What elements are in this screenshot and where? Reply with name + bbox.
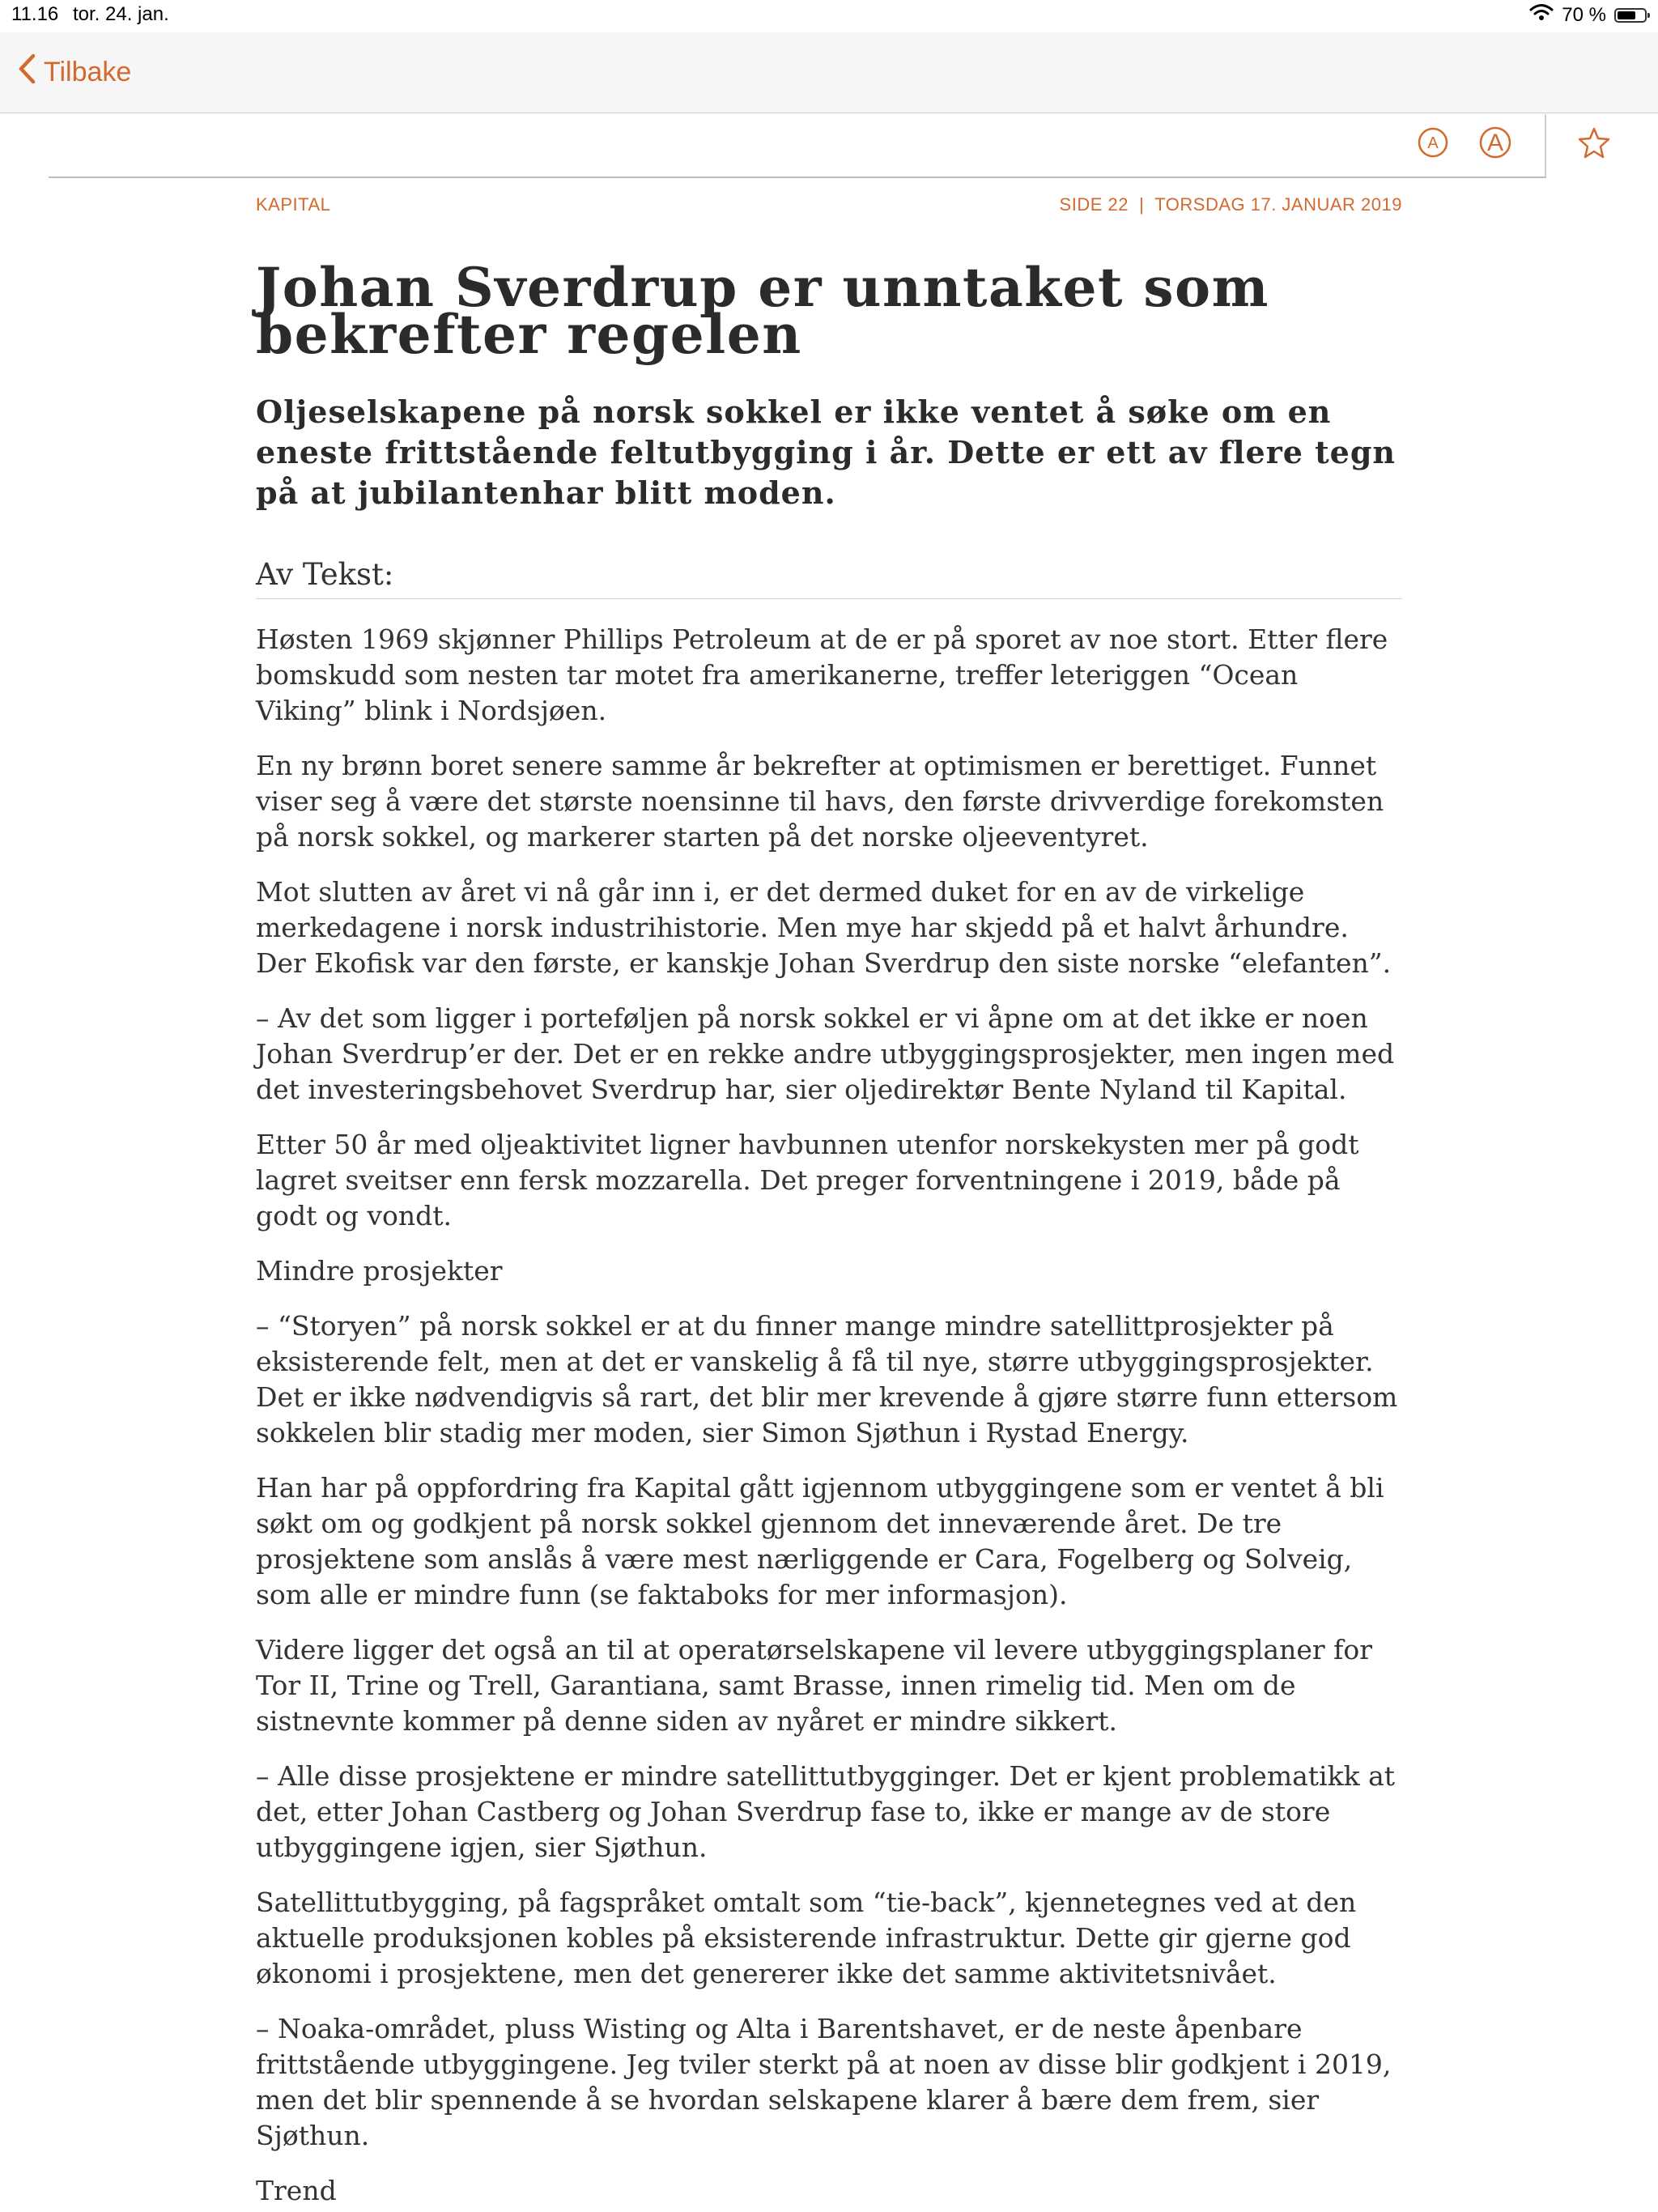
battery-fill (1618, 11, 1635, 19)
paragraph: – Alle disse prosjektene er mindre satellittutbygginger. Det er kjent problematikk at det, etter Johan Castberg og Johan Sverdrup fase to, ikke er mange av de store utbyggingene igjen, sier Sjøthun. (256, 1760, 1396, 1863)
text-smaller-icon (1416, 125, 1450, 160)
back-button[interactable] (18, 53, 131, 91)
paragraph: Satellittutbygging, på fagspråket omtalt som “tie-back”, kjennetegnes ved at den aktuelle produksjonen kobles på eksisterende infrastruktur. Dette gir gjerne god økonomi i prosjektene, men det genererer ikke det samme aktivitetsnivået. (256, 1887, 1357, 1989)
text-larger-icon (1478, 125, 1512, 160)
paragraph: Høsten 1969 skjønner Phillips Petroleum at de er på sporet av noe stort. Etter flere bomskudd som nesten tar motet fra amerikanerne, treffer leteriggen “Ocean Viking” blink i Nordsjøen. (256, 623, 1388, 726)
article-toolbar (0, 114, 1658, 179)
navigation-bar (0, 32, 1658, 113)
article-title: Johan Sverdrup er unntaket som bekrefter regelen (256, 256, 1269, 366)
paragraph: – Av det som ligger i porteføljen på norsk sokkel er vi åpne om at det ikke er noen Johan Sverdrup’er der. Det er en rekke andre utbyggingsprosjekter, men ingen med det investeringsbehovet Sverdrup har, sier oljedirektør Bente Nyland til Kapital. (256, 1002, 1395, 1105)
paragraph: Mot slutten av året vi nå går inn i, er det dermed duket for en av de virkelige merkedagene i norsk industrihistorie. Men mye har skjedd på et halvt århundre. Der Ekofisk var den første, er kanskje Johan Sverdrup den siste norske “elefanten”. (256, 876, 1392, 979)
text-larger-button[interactable] (1478, 125, 1512, 163)
paragraph: Han har på oppfordring fra Kapital gått igjennom utbyggingene som er ventet å bli søkt om og godkjent på norsk sokkel gjennom det inneværende året. De tre prosjektene som anslås å være mest nærliggende er Cara, Fogelberg og Solveig, som alle er mindre funn (se faktaboks for mer informasjon). (256, 1472, 1384, 1610)
toolbar-separator (1545, 114, 1546, 177)
article-byline: Av Tekst: (256, 557, 1402, 599)
article-lead: Oljeselskapene på norsk sokkel er ikke ventet å søke om en eneste frittstående feltutbygging i år. Dette er ett av flere tegn på at jubilantenhar blitt moden. (256, 393, 1397, 511)
text-smaller-button[interactable] (1416, 125, 1450, 163)
paragraph: Videre ligger det også an til at operatørselskapene vil levere utbyggingsplaner for Tor II, Trine og Trell, Garantiana, samt Brasse, innen rimelig tid. Men om de sistnevnte kommer på denne siden av nyåret er mindre sikkert. (256, 1634, 1372, 1737)
subheading: Trend (256, 2175, 337, 2206)
paragraph: – Noaka-området, pluss Wisting og Alta i Barentshavet, er de neste åpenbare frittstående utbyggingene. Jeg tviler sterkt på at noen av disse blir godkjent i 2019, men det blir spennende å se hvordan selskapene klarer å bære dem frem, sier Sjøthun. (256, 2013, 1392, 2151)
article (256, 186, 1402, 2209)
battery-icon (1614, 8, 1647, 23)
back-button-label: Tilbake (44, 57, 132, 87)
article-section: KAPITAL (256, 194, 331, 215)
paragraph: – “Storyen” på norsk sokkel er at du finner mange mindre satellittprosjekter på eksisterende felt, men at det er vanskelig å få til nye, større utbyggingsprosjekter. Det er ikke nødvendigvis så rart, det blir mer krevende å gjøre større funn ettersom sokkelen blir stadig mer moden, sier Simon Sjøthun i Rystad Energy. (256, 1310, 1398, 1448)
article-page-info: SIDE 22 | TORSDAG 17. JANUAR 2019 (1059, 194, 1402, 215)
wifi-icon (1529, 3, 1554, 27)
text-larger-glyph: A (1486, 130, 1504, 156)
article-body (256, 622, 1402, 2209)
chevron-left-icon (18, 53, 36, 91)
subheading: Mindre prosjekter (256, 1255, 503, 1287)
status-time: 11.16 (11, 3, 59, 25)
text-smaller-glyph: A (1427, 134, 1439, 152)
status-date: tor. 24. jan. (73, 3, 169, 25)
star-icon (1577, 125, 1611, 160)
article-meta (256, 194, 1402, 215)
status-right (1529, 3, 1647, 27)
toolbar-divider (49, 177, 1546, 178)
paragraph: Etter 50 år med oljeaktivitet ligner havbunnen utenfor norskekysten mer på godt lagret sveitser enn fersk mozzarella. Det preger forventningene i 2019, både på godt og vondt. (256, 1129, 1359, 1231)
battery-percent: 70 % (1562, 3, 1606, 26)
status-bar (0, 0, 1658, 32)
favorite-button[interactable] (1577, 125, 1611, 163)
paragraph: En ny brønn boret senere samme år bekrefter at optimismen er berettiget. Funnet viser seg å være det største noensinne til havs, den første drivverdige forekomsten på norsk sokkel, og markerer starten på det norske oljeeventyret. (256, 750, 1384, 853)
